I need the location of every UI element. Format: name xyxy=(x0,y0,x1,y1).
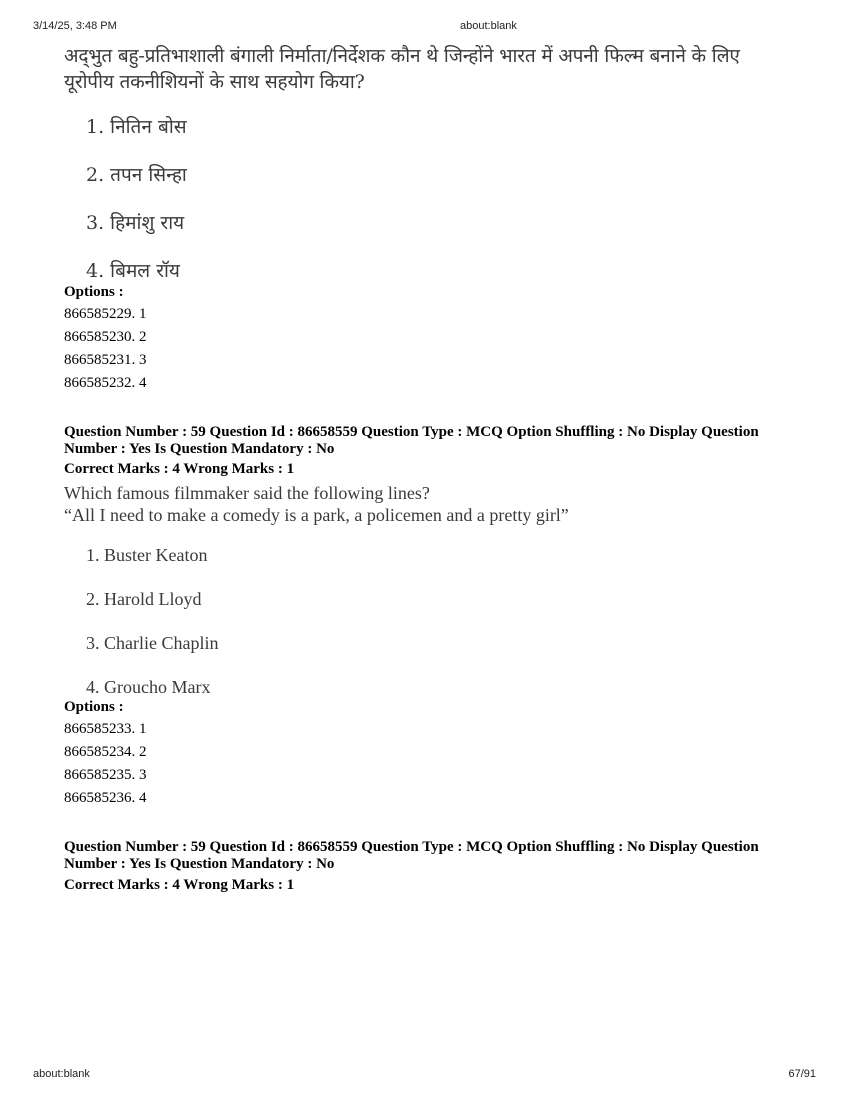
question-text xyxy=(64,482,569,526)
meta-line: Number : Yes Is Question Mandatory : No xyxy=(64,441,335,457)
question-line: यूरोपीय तकनीशियनों के साथ सहयोग किया? xyxy=(64,71,365,93)
choice-item: 2. तपन सिन्हा xyxy=(86,164,187,186)
option-id: 866585236. 4 xyxy=(64,790,147,806)
option-id: 866585235. 3 xyxy=(64,767,147,783)
question-meta xyxy=(64,839,804,873)
print-datetime: 3/14/25, 3:48 PM xyxy=(33,20,117,32)
print-page-number: 67/91 xyxy=(788,1068,816,1080)
option-id: 866585232. 4 xyxy=(64,375,147,391)
choice-item: 2. Harold Lloyd xyxy=(86,589,202,609)
choice-item: 3. Charlie Chaplin xyxy=(86,633,219,653)
option-id: 866585234. 2 xyxy=(64,744,147,760)
meta-line: Question Number : 59 Question Id : 86658559 Question Type : MCQ Option Shuffling : No Display Question xyxy=(64,424,759,440)
question-line: अद्‌भुत बहु-प्रतिभाशाली बंगाली निर्माता/निर्देशक कौन थे जिन्होंने भारत में अपनी फिल्म बनाने के लिए xyxy=(64,45,740,67)
print-page-title: about:blank xyxy=(460,20,517,32)
options-label: Options : xyxy=(64,699,124,715)
marks-line: Correct Marks : 4 Wrong Marks : 1 xyxy=(64,461,295,477)
options-label: Options : xyxy=(64,284,124,300)
meta-line: Question Number : 59 Question Id : 86658559 Question Type : MCQ Option Shuffling : No Display Question xyxy=(64,839,759,855)
option-id: 866585230. 2 xyxy=(64,329,147,345)
marks-line: Correct Marks : 4 Wrong Marks : 1 xyxy=(64,877,295,893)
option-id: 866585229. 1 xyxy=(64,306,147,322)
question-meta xyxy=(64,424,804,458)
option-id: 866585231. 3 xyxy=(64,352,147,368)
choice-item: 1. Buster Keaton xyxy=(86,545,208,565)
choice-item: 1. नितिन बोस xyxy=(86,116,187,138)
question-text-hindi xyxy=(64,43,804,95)
question-line: “All I need to make a comedy is a park, a policemen and a pretty girl” xyxy=(64,505,569,525)
choice-item: 4. बिमल रॉय xyxy=(86,260,180,282)
question-line: Which famous filmmaker said the following lines? xyxy=(64,483,430,503)
choice-item: 4. Groucho Marx xyxy=(86,677,211,697)
option-id: 866585233. 1 xyxy=(64,721,147,737)
meta-line: Number : Yes Is Question Mandatory : No xyxy=(64,856,335,872)
print-footer-url: about:blank xyxy=(33,1068,90,1080)
choice-item: 3. हिमांशु राय xyxy=(86,212,185,234)
